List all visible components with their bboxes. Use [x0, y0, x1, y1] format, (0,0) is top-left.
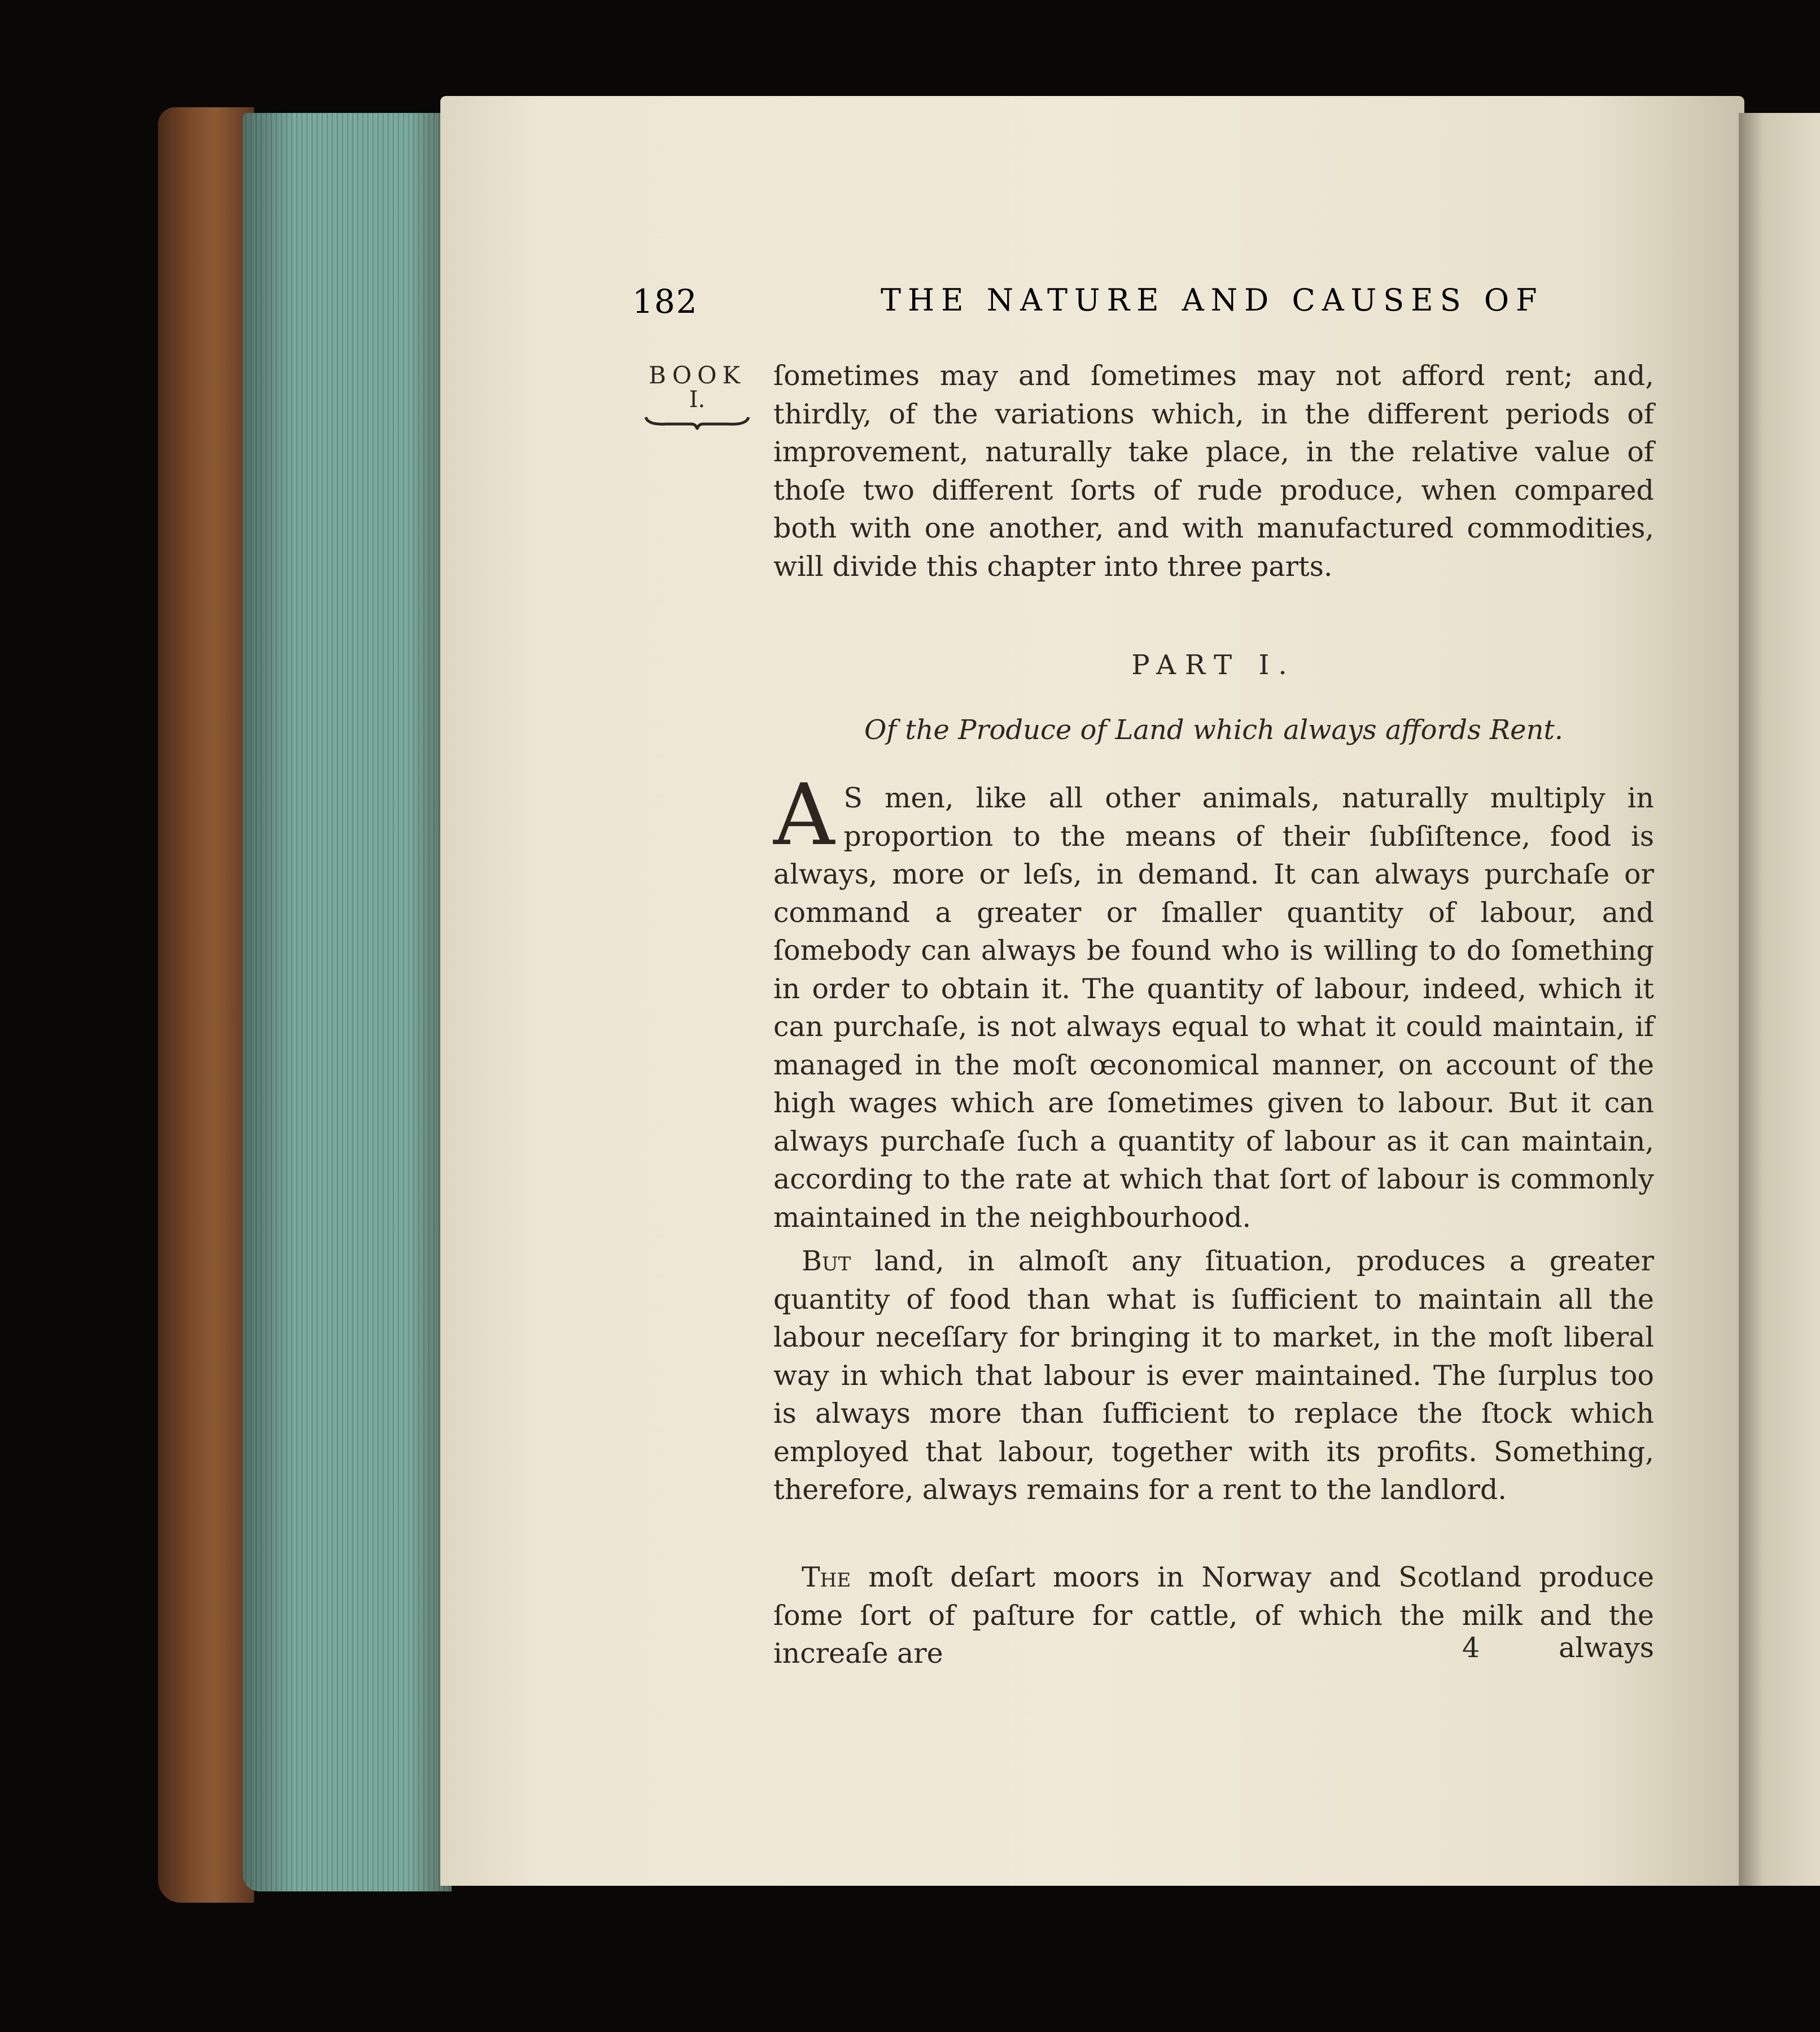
paragraph-1: ſometimes may and ſometimes may not afford rent; and, thirdly, of the variations which, in the different periods of improvement, naturally take place, in the relative value of thoſe two different ſorts of rude produce, when compared both with one another, and with manufactured commodities, will divide this chapter into three parts. [773, 360, 1654, 583]
margin-book-number: I. [689, 387, 706, 413]
brace-icon [644, 415, 751, 430]
page-footer [773, 1632, 1654, 1671]
drop-cap: A [773, 766, 835, 864]
paragraph-4-text: moſt deſart moors in Norway and Scotland produce ſome ſort of paſture for cattle, of which the milk and the increaſe are [773, 1561, 1655, 1670]
page-number: 182 [632, 282, 698, 321]
catchword: always [1559, 1632, 1654, 1664]
paragraph-3 [773, 1242, 1654, 1509]
margin-note [644, 361, 751, 432]
facing-page-edge [1739, 113, 1820, 1886]
paragraph-3-text: land, in almoſt any ſituation, produces a greater quantity of food than what is ſufficient to maintain all the labour neceſſary for bringing it to market, in the moſt liberal way in which that labour is ever maintained. The ſurplus too is always more than ſufficient to replace the ſtock which employed that labour, together with its profits. Something, therefore, always remains for a rent to the landlord. [773, 1245, 1655, 1506]
margin-book-label: BOOK [649, 361, 746, 389]
paragraph-2 [773, 766, 1654, 1236]
signature-mark: 4 [1462, 1632, 1480, 1664]
paragraph-4-lead: The [802, 1561, 851, 1593]
page-edges-shade [243, 113, 452, 1891]
paragraph-3-lead: But [802, 1245, 851, 1277]
part-title: PART I. [1131, 649, 1296, 681]
running-title: THE NATURE AND CAUSES OF [881, 282, 1544, 318]
paragraph-2-text: S men, like all other animals, naturally multiply in proportion to the means of their ſubſiſtence, food is always, more or leſs, in demand. It can always purchaſe or command a greater or ſmaller quantity of labour, and ſomebody can always be found who is willing to do ſomething in order to obtain it. The quantity of labour, indeed, which it can purchaſe, is not always equal to what it could maintain, if managed in the moſt œconomical manner, on account of the high wages which are ſometimes given to labour. But it can always purchaſe ſuch a quantity of labour as it can maintain, according to the rate at which that ſort of labour is commonly maintained in the neighbourhood. [773, 782, 1654, 1234]
book-cover [158, 107, 254, 1903]
running-head [632, 282, 1665, 333]
part-subtitle: Of the Produce of Land which always affords Rent. [864, 714, 1564, 746]
